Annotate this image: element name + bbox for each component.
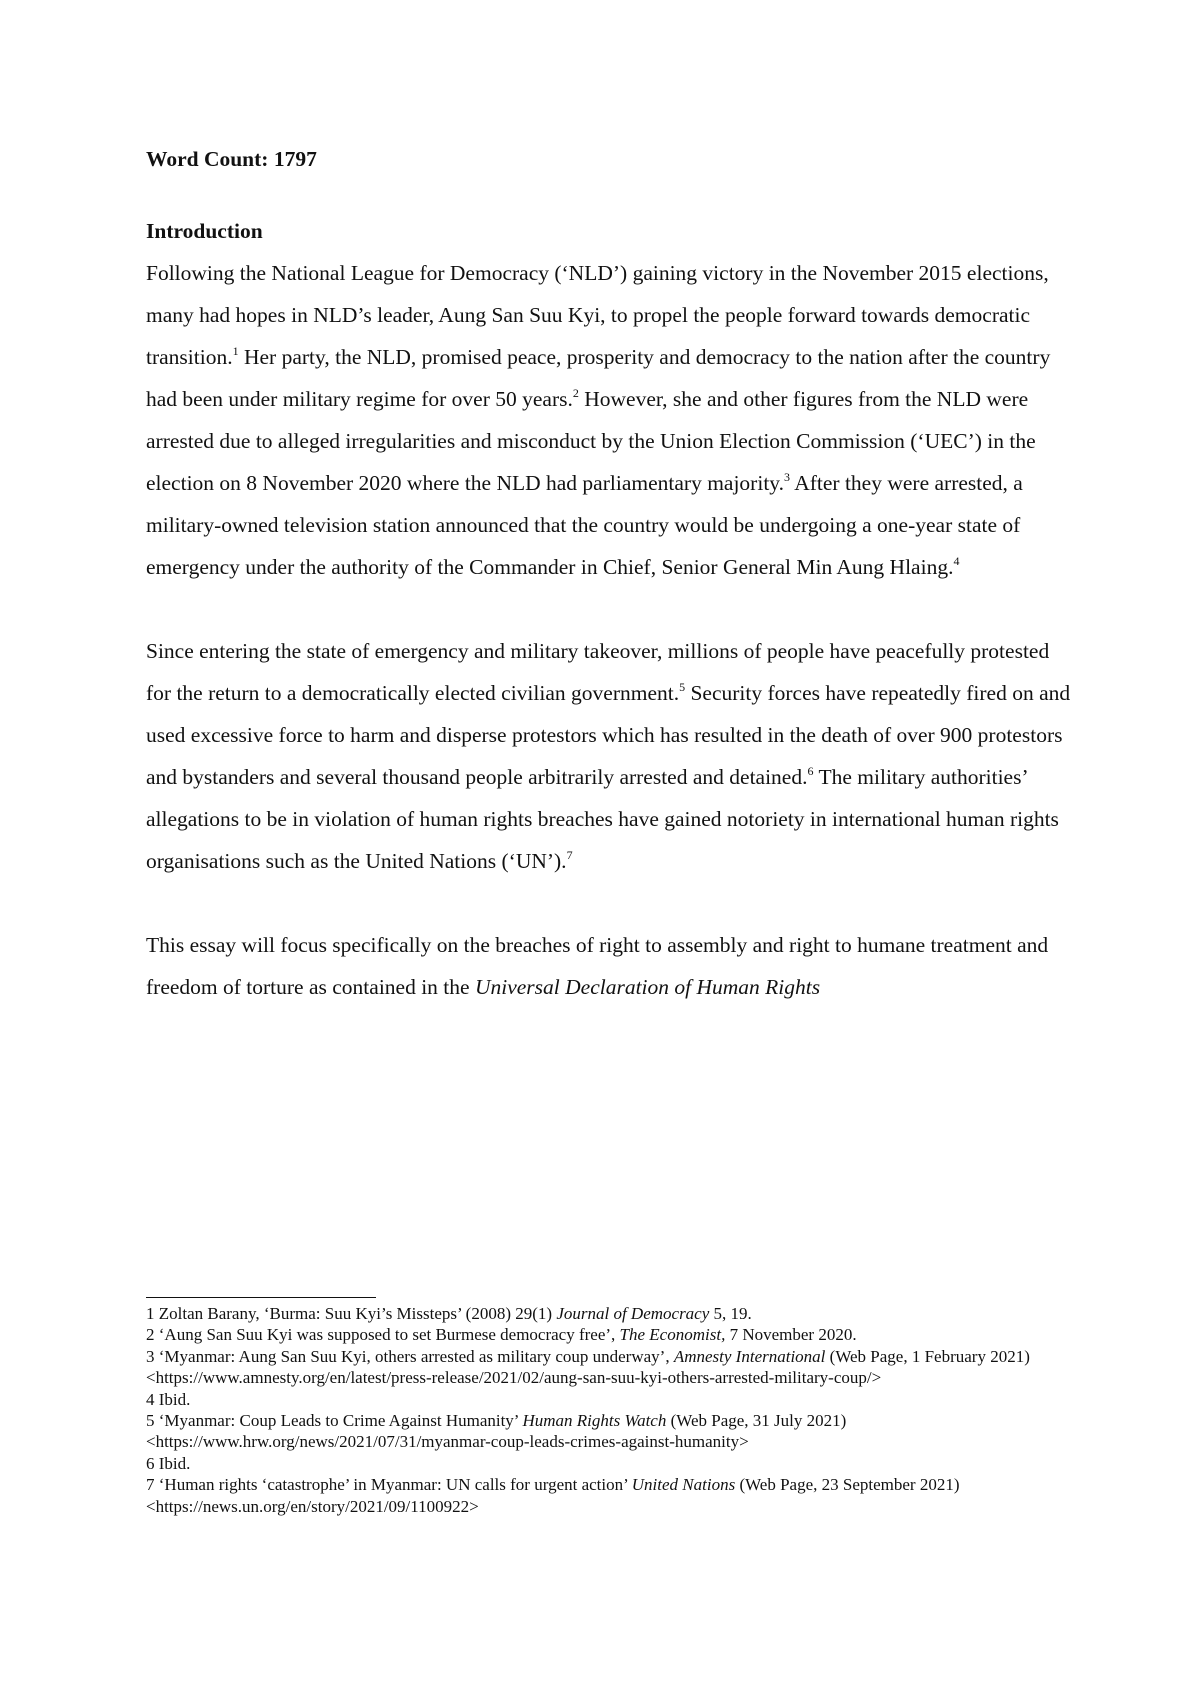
sentence: Her party, the NLD, promised peace, prosperity and democracy to the nation after the country had been under military regime for over 50 years. bbox=[146, 345, 1051, 411]
sentence: Security forces have repeatedly fired on and used excessive force to harm and disperse protestors which has resulted in the death of over 900 protestors and bystanders and several thousand people arbitrarily arrested and detained. bbox=[146, 681, 1071, 789]
footnote-3 bbox=[146, 1346, 1076, 1389]
footnote-ref-4[interactable]: 4 bbox=[953, 554, 960, 568]
sentence: The military authorities’ allegations to be in violation of human rights breaches have gained notoriety in international human rights organisations such as the United Nations (‘UN’). bbox=[146, 765, 1059, 873]
footnote-text: (Web Page, 23 September 2021) <https://news.un.org/en/story/2021/09/1100922> bbox=[146, 1475, 960, 1516]
footnote-1 bbox=[146, 1303, 1076, 1324]
sentence: Since entering the state of emergency and military takeover, millions of people have peacefully protested for the return to a democratically elected civilian government. bbox=[146, 639, 1050, 705]
footnote-italic: Amnesty International bbox=[673, 1346, 826, 1366]
italic-title: Universal Declaration of Human Rights bbox=[474, 975, 821, 999]
footnote-text: 5, 19. bbox=[709, 1304, 752, 1323]
footnote-italic: The Economist, bbox=[619, 1325, 726, 1345]
footnote-text: (Web Page, 31 July 2021) <https://www.hrw.org/news/2021/07/31/myanmar-coup-leads-crimes-against-humanity> bbox=[146, 1411, 847, 1452]
paragraph-1 bbox=[146, 252, 1076, 588]
footnote-4: 4 Ibid. bbox=[146, 1389, 191, 1409]
sentence: This essay will focus specifically on the breaches of right to assembly and right to humane treatment and freedom of torture as contained in the bbox=[146, 933, 1049, 999]
footnote-separator bbox=[146, 1297, 376, 1298]
footnote-ref-6[interactable]: 6 bbox=[807, 764, 814, 778]
footnote-italic: Human Rights Watch bbox=[522, 1411, 667, 1431]
footnote-italic: United Nations bbox=[631, 1475, 736, 1495]
footnote-ref-5[interactable]: 5 bbox=[679, 680, 686, 694]
footnote-ref-7[interactable]: 7 bbox=[566, 848, 573, 862]
footnote-italic: Journal of Democracy bbox=[556, 1304, 710, 1323]
footnote-text: 7 ‘Human rights ‘catastrophe’ in Myanmar: UN calls for urgent action’ bbox=[146, 1475, 632, 1495]
footnote-6: 6 Ibid. bbox=[146, 1453, 191, 1473]
footnote-text: 7 November 2020. bbox=[725, 1325, 857, 1345]
spacer bbox=[146, 180, 1076, 210]
footnote-ref-2[interactable]: 2 bbox=[572, 386, 579, 400]
footnote-2 bbox=[146, 1324, 1076, 1345]
footnotes bbox=[146, 1297, 1076, 1517]
footnote-7 bbox=[146, 1474, 1076, 1517]
footnote-text: 1 Zoltan Barany, ‘Burma: Suu Kyi’s Missteps’ (2008) 29(1) bbox=[146, 1304, 557, 1323]
footnote-ref-1[interactable]: 1 bbox=[232, 344, 239, 358]
section-heading: Introduction bbox=[146, 219, 263, 243]
sentence: However, she and other figures from the NLD were arrested due to alleged irregularities and misconduct by the Union Election Commission (‘UEC’) in the election on 8 November 2020 where the NLD had parliamentary majority. bbox=[146, 387, 1036, 495]
footnote-text: (Web Page, 1 February 2021) <https://www.amnesty.org/en/latest/press-release/2021/02/aung-san-suu-kyi-others-arrested-military-coup/> bbox=[146, 1346, 1030, 1388]
sentence: After they were arrested, a military-owned television station announced that the country would be undergoing a one-year state of emergency under the authority of the Commander in Chief, Senior General Min Aung Hlaing. bbox=[146, 471, 1023, 579]
footnote-text: 5 ‘Myanmar: Coup Leads to Crime Against Humanity’ bbox=[146, 1411, 523, 1431]
paragraph-2 bbox=[146, 630, 1076, 882]
footnote-ref-3[interactable]: 3 bbox=[784, 470, 791, 484]
word-count: Word Count: 1797 bbox=[146, 147, 317, 171]
footnote-text: 3 ‘Myanmar: Aung San Suu Kyi, others arrested as military coup underway’, bbox=[146, 1346, 674, 1366]
footnote-text: 2 ‘Aung San Suu Kyi was supposed to set Burmese democracy free’, bbox=[146, 1325, 620, 1345]
sentence: Following the National League for Democracy (‘NLD’) gaining victory in the November 2015 elections, many had hopes in NLD’s leader, Aung San Suu Kyi, to propel the people forward towards democratic transition. bbox=[146, 261, 1049, 369]
paragraph-3 bbox=[146, 924, 1076, 1008]
footnote-5 bbox=[146, 1410, 1076, 1453]
body-text bbox=[146, 138, 1076, 1008]
